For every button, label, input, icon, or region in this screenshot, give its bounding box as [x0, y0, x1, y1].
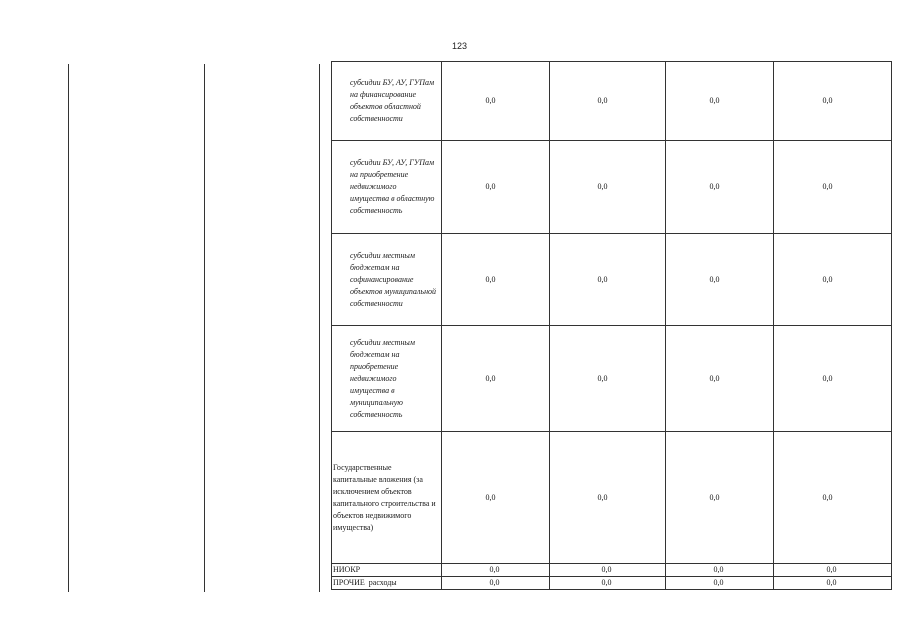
value-cell: 0,0 [442, 432, 550, 564]
value-cell: 0,0 [774, 564, 892, 577]
value-cell: 0,0 [774, 141, 892, 234]
value-cell: 0,0 [666, 577, 774, 590]
row-label: ПРОЧИЕ расходы [332, 577, 442, 590]
left-column-border-1 [68, 64, 69, 592]
value-cell: 0,0 [442, 62, 550, 141]
row-label: субсидии местным бюджетам на софинансирование объектов муниципальной собственности [332, 234, 442, 326]
value-cell: 0,0 [550, 234, 666, 326]
table-row [332, 564, 892, 577]
value-cell: 0,0 [442, 577, 550, 590]
value-cell: 0,0 [666, 326, 774, 432]
value-cell: 0,0 [666, 234, 774, 326]
row-label: Государственные капитальные вложения (за исключением объектов капитального строительства и объектов недвижимого имущества) [332, 432, 442, 564]
value-cell: 0,0 [442, 234, 550, 326]
value-cell: 0,0 [774, 234, 892, 326]
value-cell: 0,0 [550, 577, 666, 590]
value-cell: 0,0 [666, 62, 774, 141]
value-cell: 0,0 [550, 326, 666, 432]
value-cell: 0,0 [442, 141, 550, 234]
row-label: субсидии БУ, АУ, ГУПам на финансирование объектов областной собственности [332, 62, 442, 141]
page-number: 123 [452, 41, 468, 51]
value-cell: 0,0 [442, 564, 550, 577]
value-cell: 0,0 [550, 564, 666, 577]
value-cell: 0,0 [774, 326, 892, 432]
row-label: субсидии местным бюджетам на приобретение недвижимого имущества в муниципальную собственность [332, 326, 442, 432]
row-label: НИОКР [332, 564, 442, 577]
table-row [332, 62, 892, 141]
value-cell: 0,0 [442, 326, 550, 432]
table-row [332, 141, 892, 234]
expenses-table [331, 61, 892, 590]
value-cell: 0,0 [550, 62, 666, 141]
value-cell: 0,0 [550, 432, 666, 564]
table-row [332, 234, 892, 326]
left-column-border-3 [319, 64, 320, 592]
left-column-border-2 [204, 64, 205, 592]
value-cell: 0,0 [666, 141, 774, 234]
value-cell: 0,0 [774, 432, 892, 564]
table-row [332, 577, 892, 590]
value-cell: 0,0 [666, 432, 774, 564]
value-cell: 0,0 [550, 141, 666, 234]
value-cell: 0,0 [774, 577, 892, 590]
row-label: субсидии БУ, АУ, ГУПам на приобретение недвижимого имущества в областную собственность [332, 141, 442, 234]
table-row [332, 432, 892, 564]
value-cell: 0,0 [774, 62, 892, 141]
table-row [332, 326, 892, 432]
value-cell: 0,0 [666, 564, 774, 577]
